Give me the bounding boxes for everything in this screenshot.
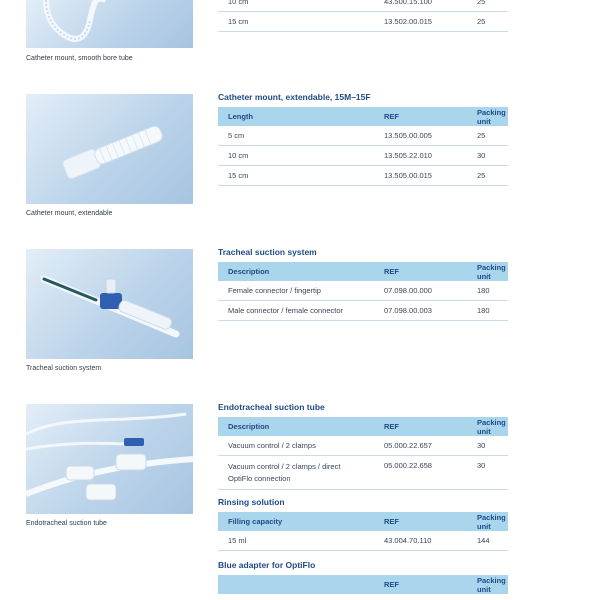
product-photo-tracheal-suction [26,249,193,359]
table-endotracheal-suction [218,417,508,490]
photo-caption: Endotracheal suction tube [26,520,107,527]
table-row: Female connector / fingertip 07.098.00.000 180 [218,281,508,301]
section-title: Blue adapter for OptiFlo [218,560,316,570]
table-header-row: Description REF Packing unit [218,417,508,436]
table-header-row: Description REF Packing unit [218,262,508,281]
table-row: 10 cm 13.505.22.010 30 [218,146,508,166]
table-smooth-bore-tube [218,0,508,32]
table-row: 15 ml 43.004.70.110 144 [218,531,508,551]
table-header-row: REF Packing unit [218,575,508,594]
table-row: 5 cm 13.505.00.005 25 [218,126,508,146]
product-photo-endotracheal-suction [26,404,193,514]
product-photo-smooth-bore-tube [26,0,193,48]
table-header-row: Length REF Packing unit [218,107,508,126]
section-title: Catheter mount, extendable, 15M–15F [218,92,371,102]
table-rinsing-solution [218,512,508,551]
table-row: 15 cm 13.505.00.015 25 [218,166,508,186]
coiled-tube-illustration [26,0,193,48]
extendable-mount-illustration [26,94,193,204]
table-tracheal-suction [218,262,508,321]
section-title: Rinsing solution [218,497,285,507]
endotracheal-tube-illustration [26,404,193,514]
photo-caption: Catheter mount, smooth bore tube [26,55,133,62]
section-title: Tracheal suction system [218,247,317,257]
table-blue-adapter [218,575,508,594]
suction-catheter-illustration [26,249,193,359]
table-row: 15 cm 13.502.00.015 25 [218,12,508,32]
table-row: Vacuum control / 2 clamps 05.000.22.657 30 [218,436,508,456]
table-row: 10 cm 43.500.15.100 25 [218,0,508,12]
photo-caption: Tracheal suction system [26,365,102,372]
table-row: Vacuum control / 2 clamps / direct OptiFlo connection 05.000.22.658 30 [218,456,508,490]
section-title: Endotracheal suction tube [218,402,325,412]
table-row: Male connector / female connector 07.098.00.003 180 [218,301,508,321]
product-photo-extendable-mount [26,94,193,204]
table-header-row: Filling capacity REF Packing unit [218,512,508,531]
photo-caption: Catheter mount, extendable [26,210,113,217]
table-extendable-mount [218,107,508,186]
